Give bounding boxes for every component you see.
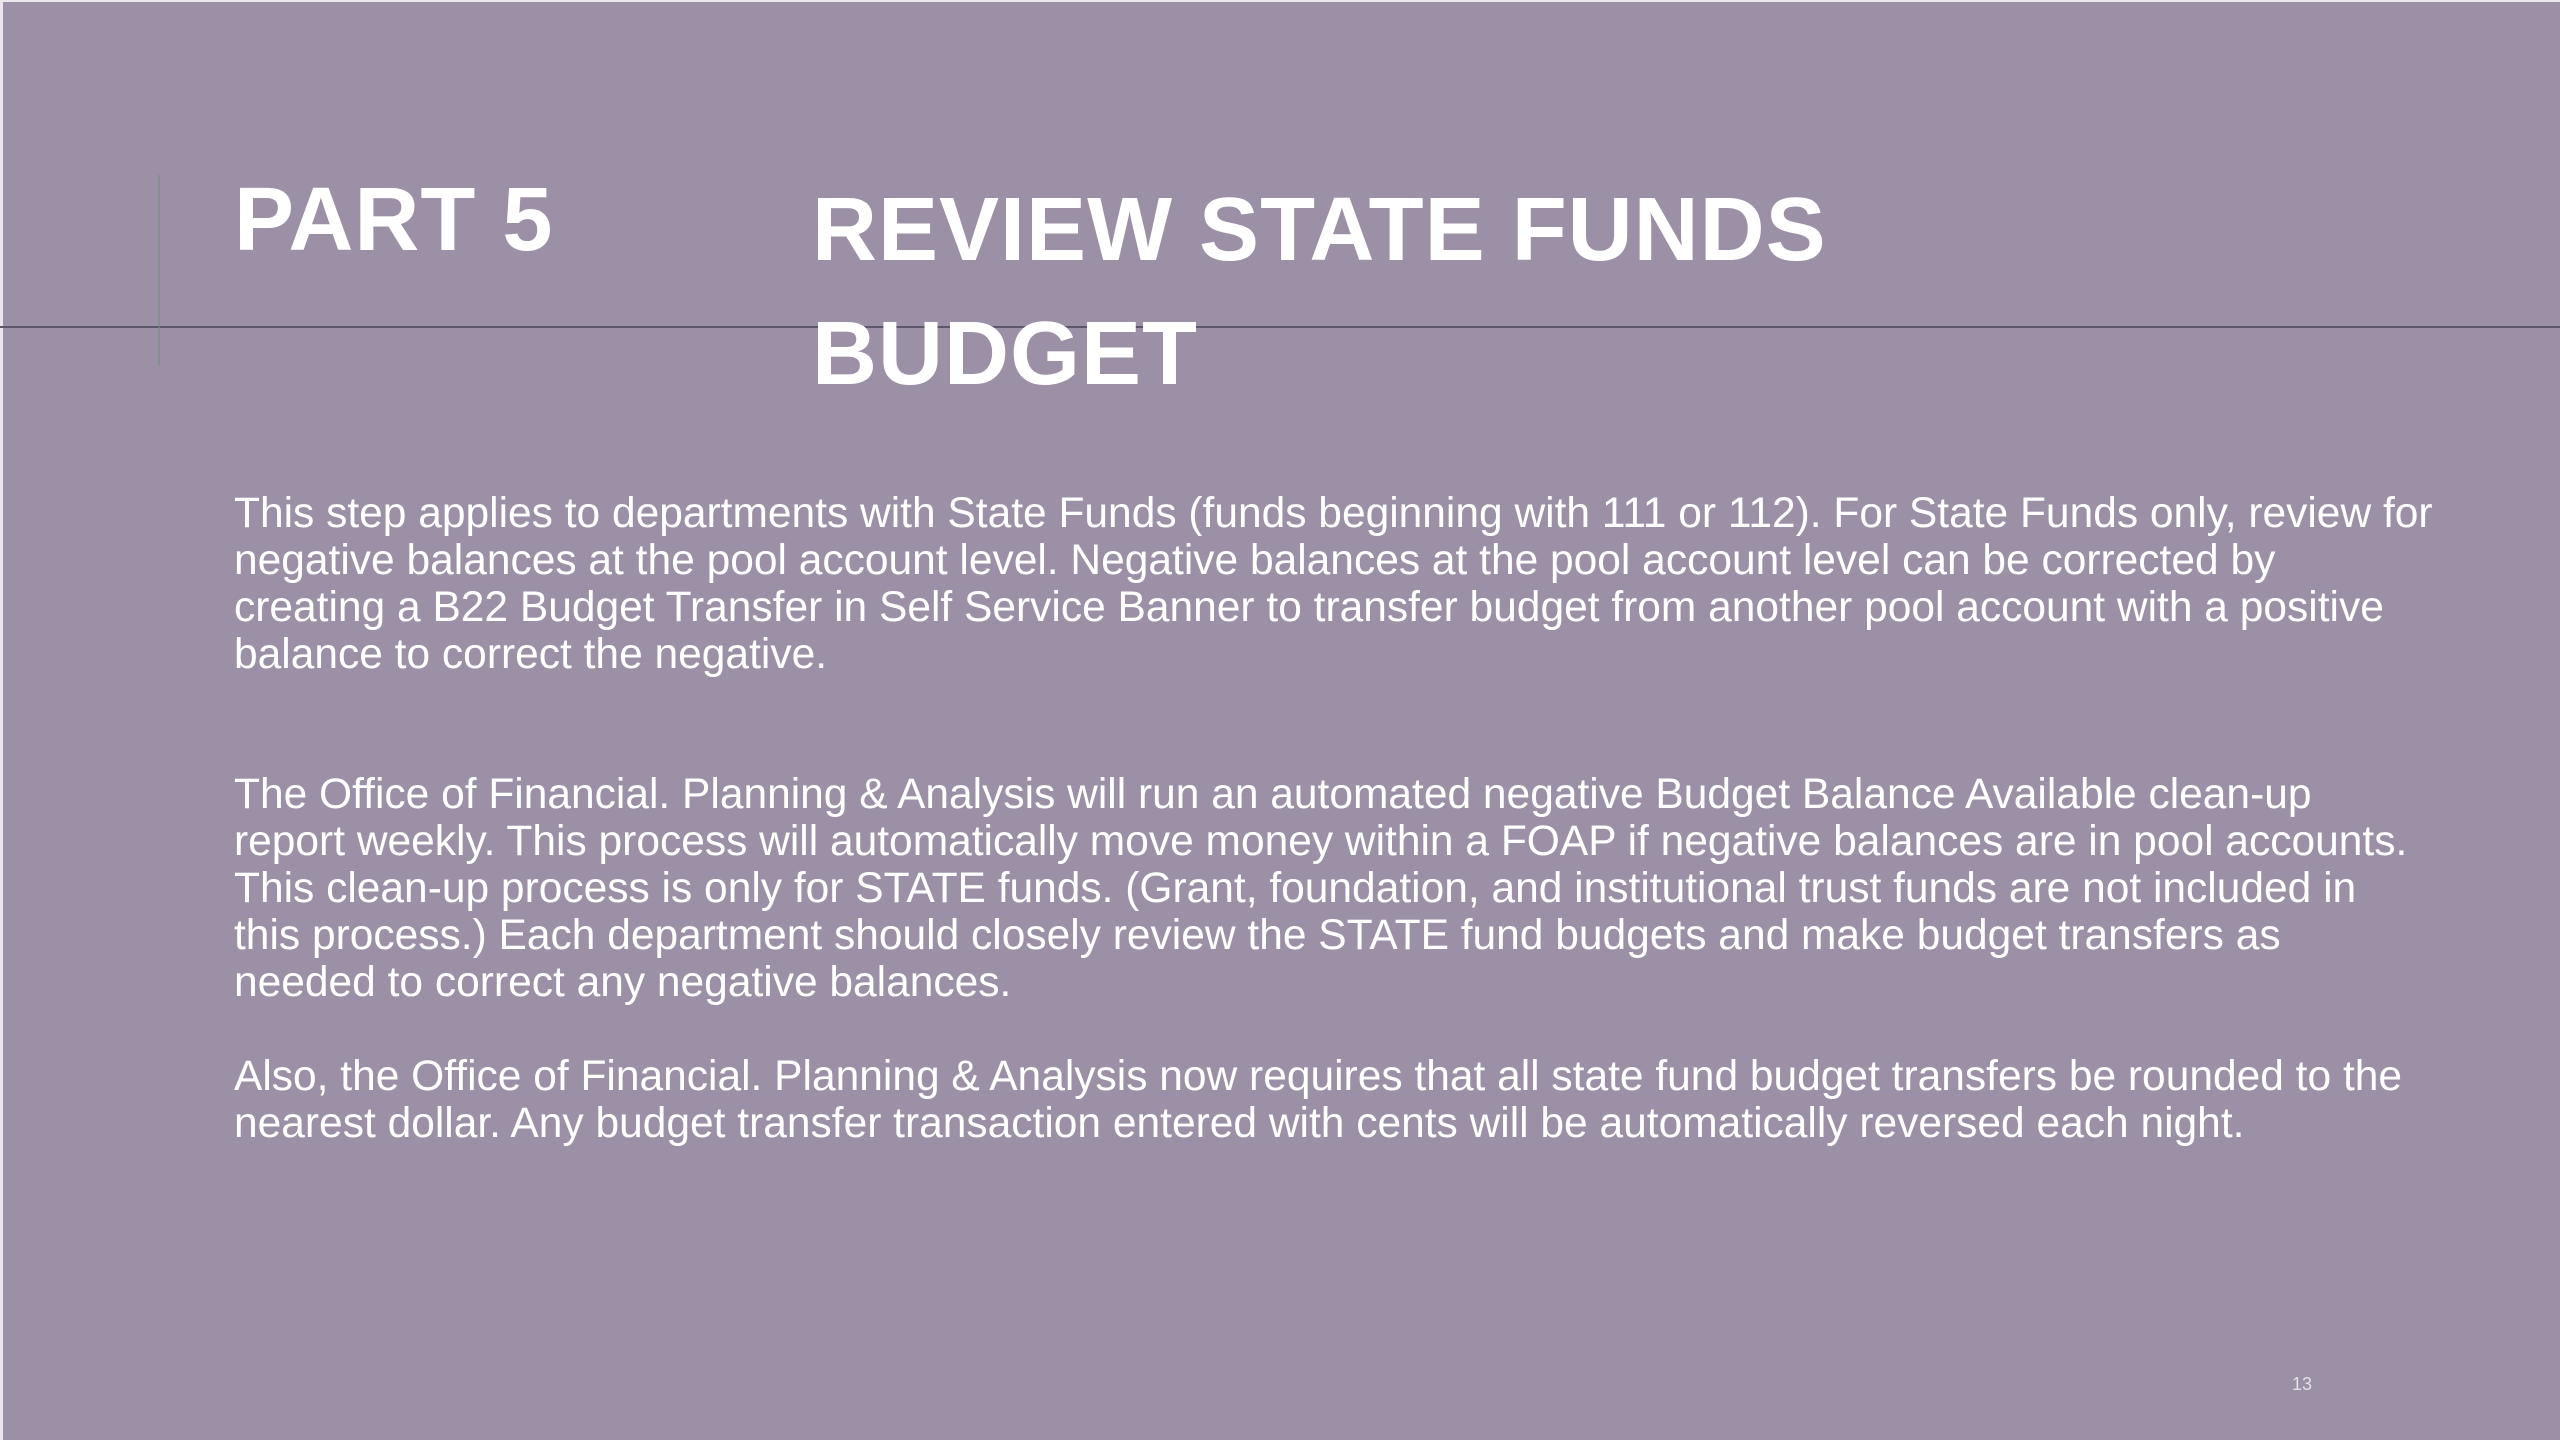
body-paragraph: This step applies to departments with State Funds (funds beginning with 111 or 112). For State Funds only, review for negative balances at the pool account level. Negative balances at the pool account level can be corrected by creating a B22 Budget Transfer in Self Service Banner to transfer budget from another pool account with a positive balance to correct the negative. xyxy=(234,490,2433,678)
body-paragraph: Also, the Office of Financial. Planning & Analysis now requires that all state fund budget transfers be rounded to the nearest dollar. Any budget transfer transaction entered with cents will be automatically reversed each night. xyxy=(234,1053,2403,1147)
slide-body xyxy=(234,490,2434,1147)
slide-left-border xyxy=(0,0,3,1440)
slide-title: REVIEW STATE FUNDS BUDGET xyxy=(812,180,1827,404)
title-accent-line xyxy=(158,175,160,365)
part-label: PART 5 xyxy=(234,170,554,270)
slide-number: 13 xyxy=(2292,1374,2313,1394)
body-paragraph: The Office of Financial. Planning & Analysis will run an automated negative Budget Balance Available clean-up report weekly. This process will automatically move money within a FOAP if negative balances are in pool accounts. This clean-up process is only for STATE funds. (Grant, foundation, and institutional trust funds are not included in this process.) Each department should closely review the STATE fund budgets and make budget transfers as needed to correct any negative balances. xyxy=(234,771,2408,1006)
slide-top-border xyxy=(0,0,2560,2)
